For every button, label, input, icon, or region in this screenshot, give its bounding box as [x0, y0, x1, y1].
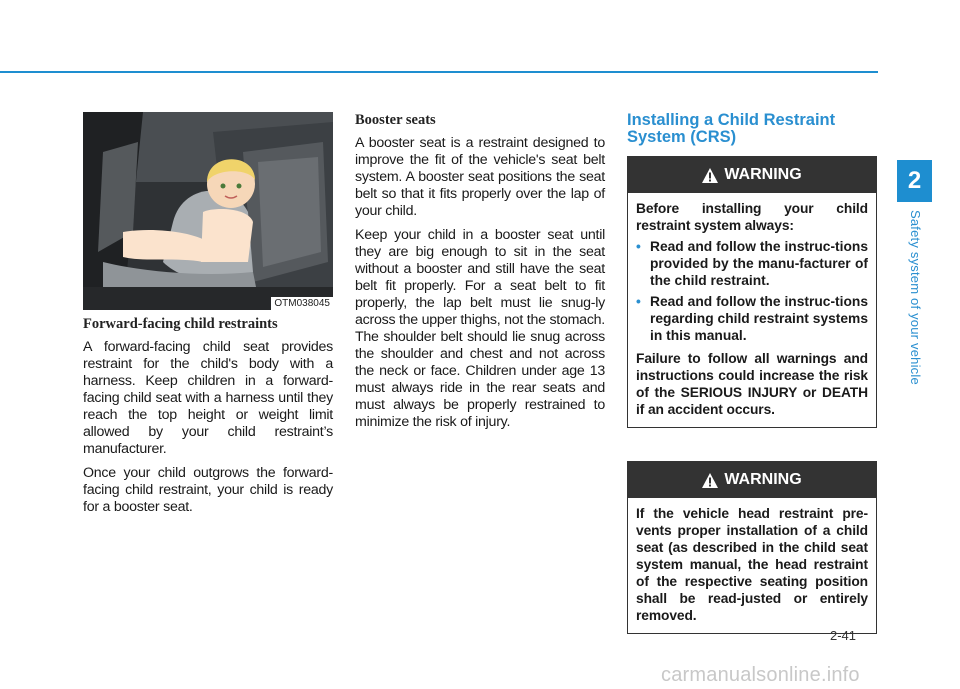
warning-text-2: If the vehicle head restraint pre-vents proper installation of a child seat (as described in the child seat system manual, the head restraint of the respective seating position shall be read-justed or entirely removed. [636, 506, 868, 623]
chapter-title: Safety system of your vehicle [908, 210, 923, 385]
left-paragraph-1: A forward-facing child seat provides restraint for the child's body with a harness. Keep children in a forward-facing child seat with a harness until they reach the top height or weight limit allowed by your child restraint’s manufacturer. [83, 339, 333, 457]
warning-header-2 [628, 462, 876, 498]
warning-bullet-1: • Read and follow the instruc-tions provided by the manu-facturer of the child restraint. [636, 239, 868, 288]
left-paragraph-2: Once your child outgrows the forward-facing child restraint, your child is ready for a booster seat. [83, 465, 333, 515]
warning-outro: Failure to follow all warnings and instructions could increase the risk of the SERIOUS INJURY or DEATH if an accident occurs. [636, 351, 868, 417]
warning-box-2 [627, 461, 877, 634]
child-seat-illustration [83, 112, 333, 310]
booster-heading: Booster seats [355, 112, 436, 128]
forward-facing-heading: Forward-facing child restraints [83, 316, 278, 332]
left-column [83, 112, 333, 523]
warning-label-1: WARNING [724, 166, 802, 183]
warning-body-2 [628, 498, 876, 633]
warning-triangle-icon [702, 168, 718, 183]
warning-bullet-2: • Read and follow the instruc-tions regarding child restraint systems in this manual. [636, 294, 868, 343]
top-rule [0, 71, 878, 73]
middle-paragraph-2: Keep your child in a booster seat until they are big enough to sit in the seat without a booster and still have the seat belt fit properly. For a seat belt to fit properly, the lap belt must lie snug-ly across the upper thighs, not the stomach. The shoulder belt should lie snug across the shoulder and chest and not across the neck or face. Children under age 13 must always ride in the rear seats and must always be properly restrained to minimize the risk of injury. [355, 227, 606, 430]
photo-code: OTM038045 [271, 297, 333, 310]
warning-intro: Before installing your child restraint system always: [636, 201, 868, 233]
watermark: carmanualsonline.info [661, 664, 860, 686]
middle-paragraph-1: A booster seat is a restraint designed to improve the fit of the vehicle's seat belt system. A booster seat positions the seat belt so that it fits properly over the lap of your child. [355, 135, 605, 219]
section-title: Installing a Child Restraint System (CRS) [627, 111, 836, 146]
page-number: 2-41 [830, 628, 857, 643]
middle-column [355, 112, 605, 438]
right-column [627, 112, 877, 634]
bullet-icon: • [636, 294, 641, 309]
warning-label-2: WARNING [724, 471, 802, 488]
warning-box-1 [627, 156, 877, 428]
warning-bullet-list [636, 238, 868, 344]
warning-header-1 [628, 157, 876, 193]
warning-triangle-icon [702, 473, 718, 488]
child-seat-photo [83, 112, 333, 310]
warning-body-1 [628, 193, 876, 427]
bullet-icon: • [636, 239, 641, 254]
chapter-tab: 2 [897, 160, 932, 202]
